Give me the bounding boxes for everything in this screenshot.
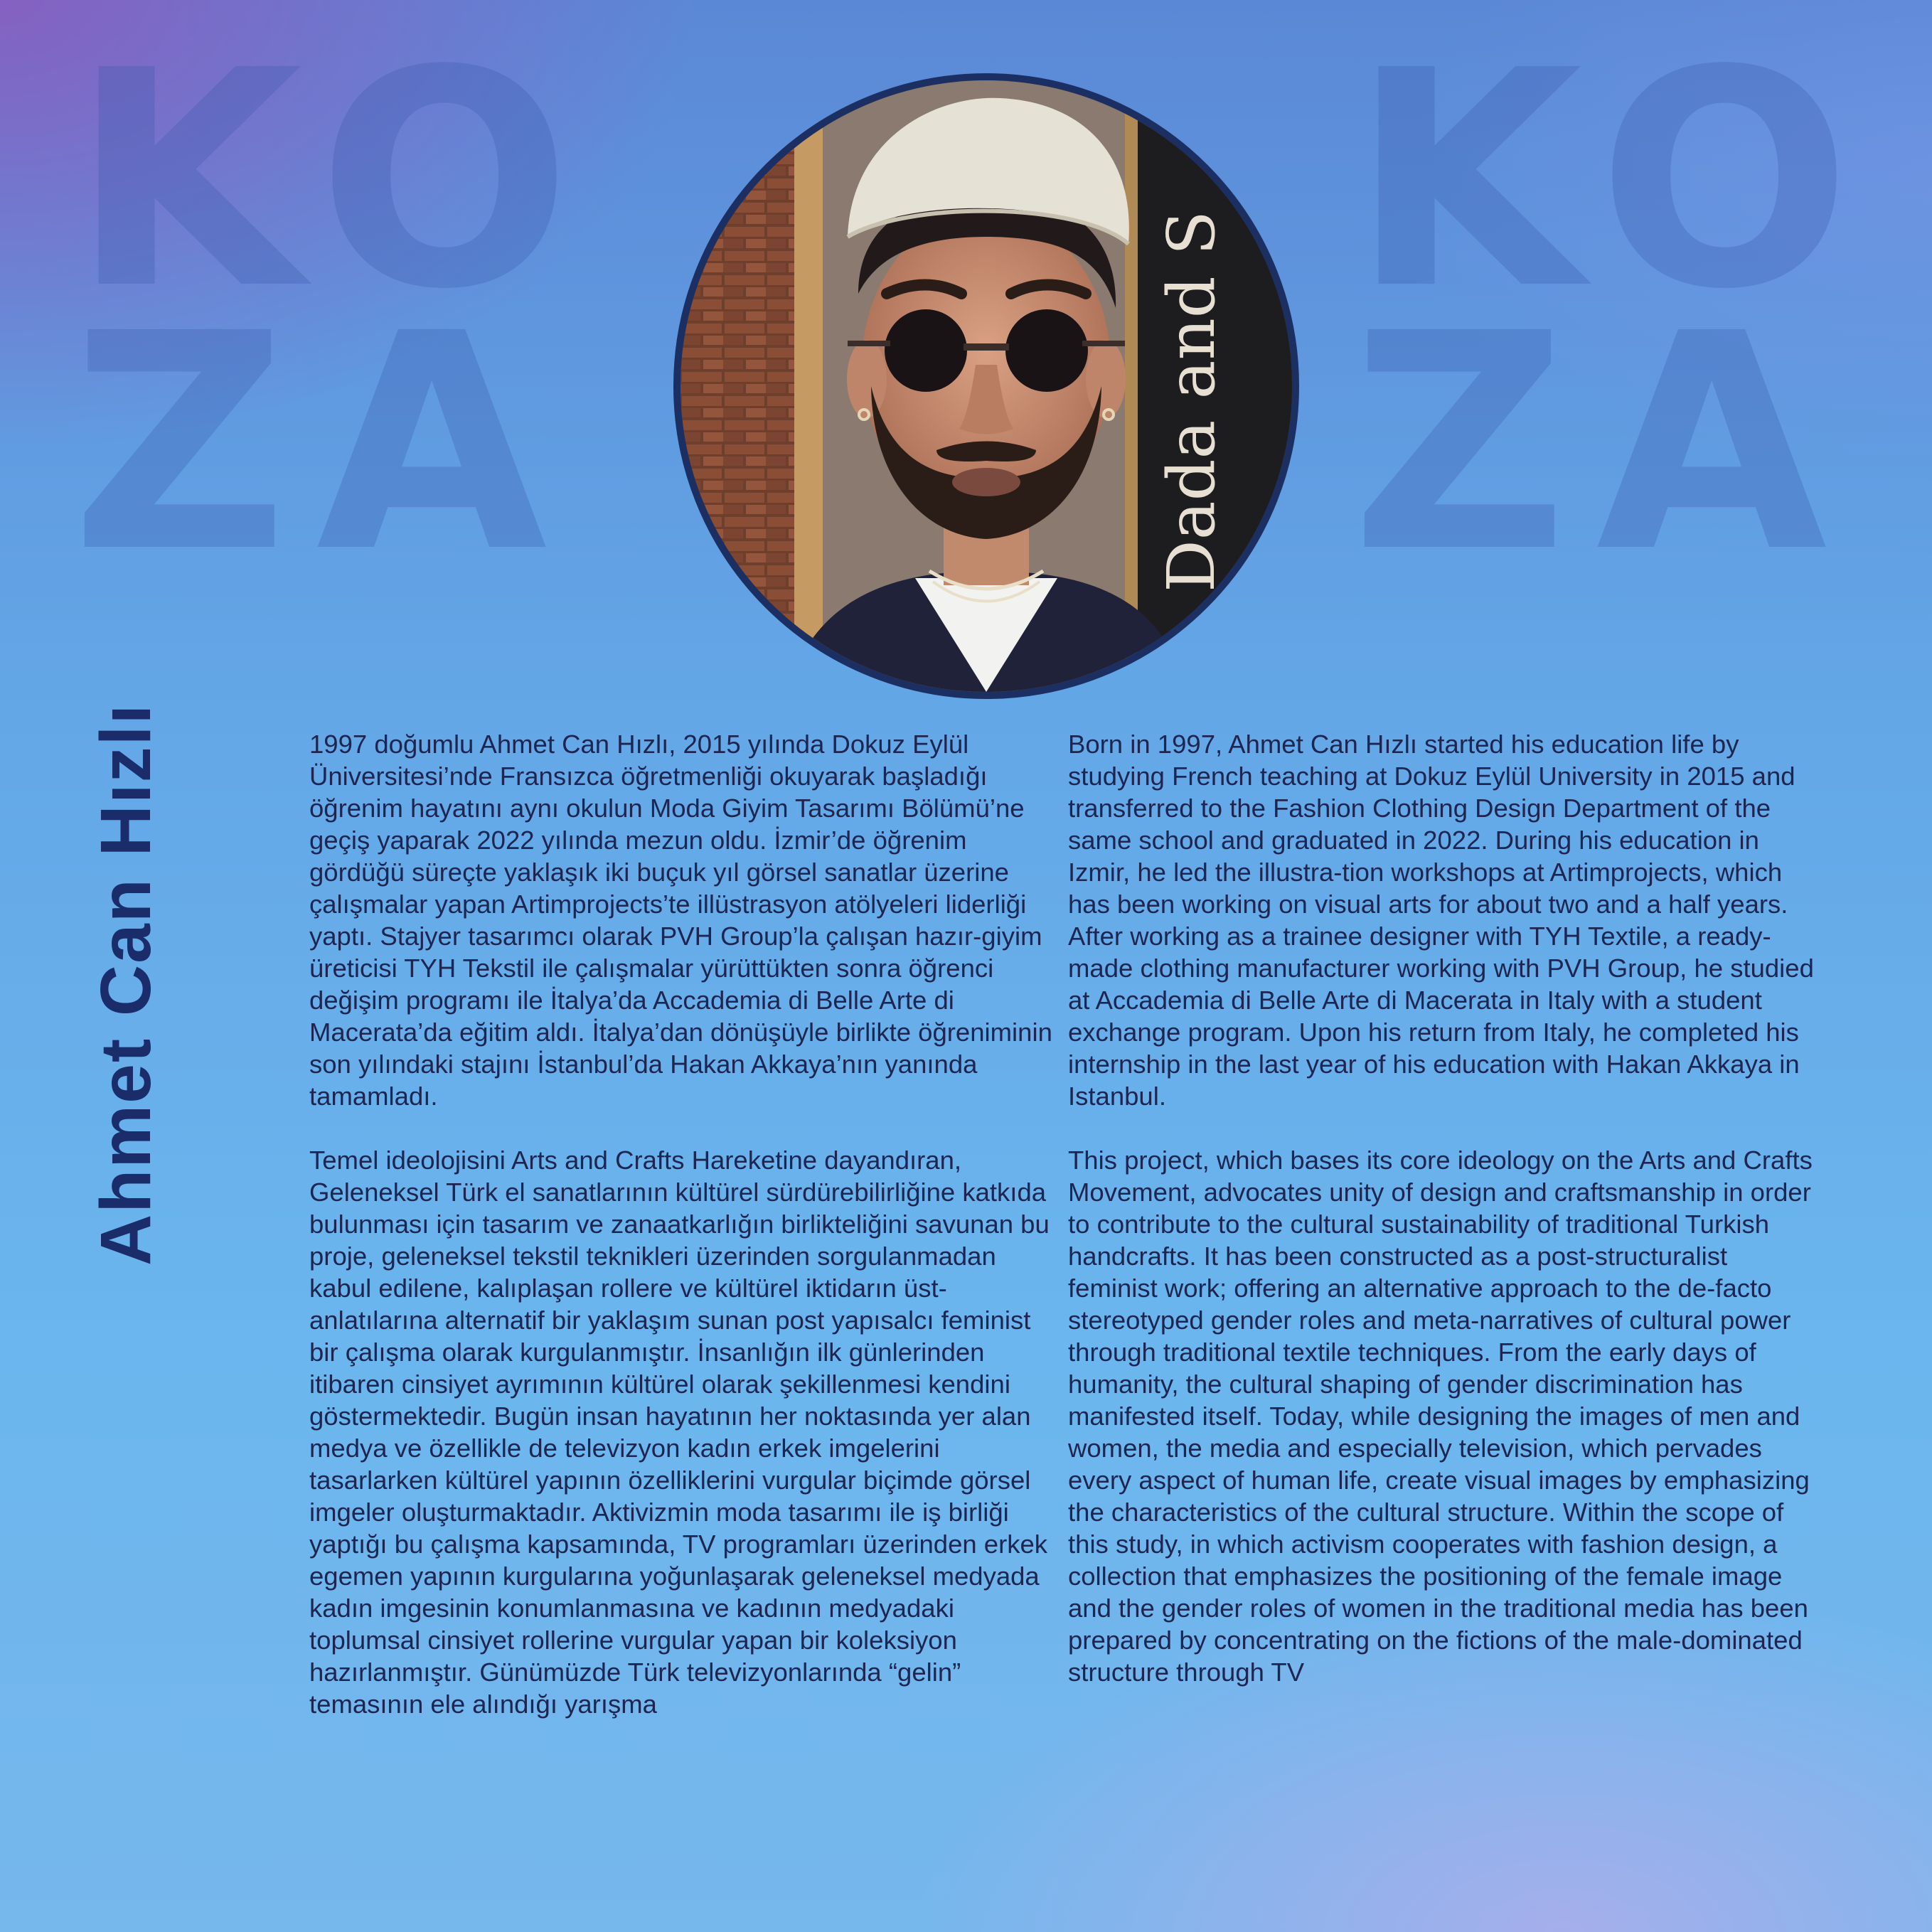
watermark-logo-right: KO ZA [1351, 7, 1880, 618]
turkish-paragraph-project: Temel ideolojisini Arts and Crafts Hareketine dayandıran, Geleneksel Türk el sanatlarının kültürel sürdürebilirliğine katkıda bulunması için tasarım ve zanaatkarlığın birlikteliğini savunan bu proje, geleneksel tekstil teknikleri üzerinden sorgulanmadan kabul edilene, kalıplaşan rollere ve kültürel iktidarın üst-anlatılarına alternatif bir yaklaşım sunan post yapısalcı feminist bir çalışma olarak kurgulanmıştır. İnsanlığın ilk günlerinden itibaren cinsiyet ayrımının kültürel olarak şekillenmesi kendini göstermektedir. Bugün insan hayatının her noktasında yer alan medya ve özellikle de televizyon kadın erkek imgelerini tasarlarken kültürel yapının özelliklerini vurgular biçimde görsel imgeler oluşturmaktadır. Aktivizmin moda tasarımı ile iş birliği yaptığı bu çalışma kapsamında, TV programları üzerinden erkek egemen yapının kurgularına yoğunlaşarak geleneksel medyada kadın imgesinin konumlanmasına ve kadının medyadaki toplumsal cinsiyet rollerine vurgular yapan bir koleksiyon hazırlanmıştır. Günümüzde Türk televizyonlarında “gelin” temasının ele alındığı yarışma [309, 1146, 1050, 1719]
watermark-logo-left: KO ZA [71, 7, 600, 618]
english-text-column [1068, 728, 1822, 1720]
turkish-text-column [309, 728, 1056, 1752]
english-paragraph-project: This project, which bases its core ideology on the Arts and Crafts Movement, advocates unity of design and craftsmanship in order to contribute to the cultural sustainability of traditional Turkish handcrafts. It has been constructed as a post-structuralist feminist work; offering an alternative approach to the de-facto stereotyped gender roles and meta-narratives of cultural power through traditional textile techniques. From the early days of humanity, the cultural shaping of gender discrimination has manifested itself. Today, while designing the images of men and women, the media and especially television, which pervades every aspect of human life, create visual images by emphasizing the characteristics of the cultural structure. Within the scope of this study, in which activism cooperates with fashion design, a collection that emphasizes the positioning of the female image and the gender roles of women in the traditional media has been prepared by concentrating on the fictions of the male-dominated structure through TV [1068, 1146, 1813, 1687]
portrait-illustration [681, 80, 1292, 692]
artist-portrait [673, 73, 1299, 699]
poster-text: Dada and S [1153, 210, 1229, 592]
turkish-paragraph-bio: 1997 doğumlu Ahmet Can Hızlı, 2015 yılında Dokuz Eylül Üniversitesi’nde Fransızca öğretmenliği okuyarak başladığı öğrenim hayatını aynı okulun Moda Giyim Tasarımı Bölümü’ne geçiş yaparak 2022 yılında mezun oldu. İzmir’de öğrenim gördüğü süreçte yaklaşık iki buçuk yıl görsel sanatlar üzerine çalışmalar yapan Artimprojects’te illüstrasyon atölyeleri liderliği yaptı. Stajyer tasarımcı olarak PVH Group’la çalışan hazır-giyim üreticisi TYH Tekstil ile çalışmalar yürüttükten sonra öğrenci değişim programı ile İtalya’da Accademia di Belle Arte di Macerata’da eğitim aldı. İtalya’dan dönüşüyle birlikte öğreniminin son yılındaki stajını İstanbul’da Hakan Akkaya’nın yanında tamamladı. [309, 730, 1052, 1111]
english-paragraph-bio: Born in 1997, Ahmet Can Hızlı started his education life by studying French teaching at Dokuz Eylül University in 2015 and transferred to the Fashion Clothing Design Department of the same school and graduated in 2022. During his education in Izmir, he led the illustra-tion workshops at Artimprojects, which has been working on visual arts for about two and a half years. After working as a trainee designer with TYH Textile, a ready-made clothing manufacturer working with PVH Group, he studied at Accademia di Belle Arte di Macerata in Italy with a student exchange program. Upon his return from Italy, he completed his internship in the last year of his education with Hakan Akkaya in Istanbul. [1068, 730, 1814, 1111]
artist-name-title: Ahmet Can Hızlı [86, 703, 166, 1266]
